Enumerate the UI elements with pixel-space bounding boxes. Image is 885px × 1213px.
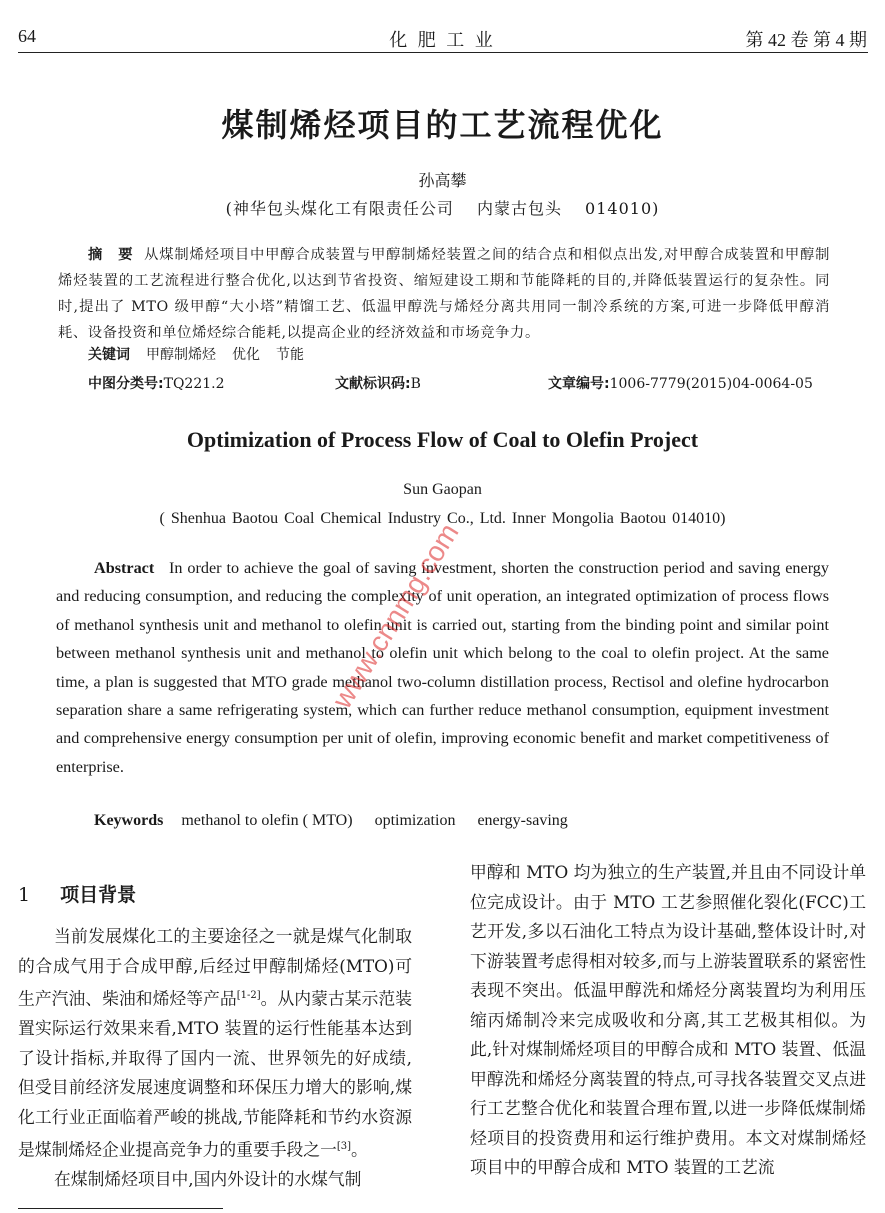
paper-title: 煤制烯烃项目的工艺流程优化 — [221, 106, 664, 144]
page-number: 64 — [18, 26, 36, 46]
article-number — [548, 373, 813, 393]
keyword: 甲醇制烯烃 — [146, 347, 216, 363]
author-en: Sun Gaopan — [403, 481, 482, 498]
paragraph — [18, 922, 412, 1165]
keyword: methanol to olefin ( MTO) — [181, 812, 353, 829]
article-value: 1006-7779(2015)04-0064-05 — [609, 376, 813, 392]
footnote-rule — [18, 1208, 223, 1209]
clc-value: TQ221.2 — [163, 376, 225, 392]
body-left-column — [18, 922, 412, 1195]
clc-label: 中图分类号: — [88, 376, 164, 392]
text: 。从内蒙古某示范装置实际运行效果来看,MTO 装置的运行性能基本达到了设计指标,并取得了国内一流、世界领先的好成绩,但受目前经济发展速度调整和环保压力增大的影响,煤化工行业正面临着严峻的挑战,节能降耗和节约水资源是煤制烯烃企业提高竞争力的重要手段之一 — [18, 988, 412, 1160]
paragraph: 在煤制烯烃项目中,国内外设计的水煤气制 — [54, 1169, 362, 1190]
keyword: 节能 — [276, 347, 304, 363]
issue-info: 第 42 卷 第 4 期 — [745, 30, 867, 50]
keyword: optimization — [374, 812, 456, 829]
affiliation: (神华包头煤化工有限责任公司 内蒙古包头 014010) — [225, 199, 660, 218]
keywords-cn-label: 关键词 — [88, 347, 130, 363]
abstract-cn — [58, 242, 830, 346]
doc-code — [335, 373, 421, 393]
article-label: 文章编号: — [548, 376, 610, 392]
text: 。 — [351, 1139, 368, 1160]
section-heading — [18, 880, 136, 907]
abstract-en-label: Abstract — [94, 559, 155, 577]
doc-label: 文献标识码: — [335, 376, 411, 392]
section-number: 1 — [18, 884, 31, 906]
paragraph: 甲醇和 MTO 均为独立的生产装置,并且由不同设计单位完成设计。由于 MTO 工艺参照催化裂化(FCC)工艺开发,多以石油化工特点为设计基础,整体设计时,对下游装置考虑得相对较多,而与上游装置联系的紧密性表现不突出。低温甲醇洗和烯烃分离装置均为利用压缩丙烯制冷来完成吸收和分离,其工艺极其相似。为此,针对煤制烯烃项目的甲醇合成和 MTO 装置、低温甲醇洗和烯烃分离装置的特点,可寻找各装置交叉点进行工艺整合优化和装置合理布置,以进一步降低煤制烯烃项目的投资费用和运行维护费用。本文对煤制烯烃项目中的甲醇合成和 MTO 装置的工艺流 — [470, 862, 866, 1177]
keyword: energy-saving — [477, 812, 568, 829]
body-right-column — [470, 858, 866, 1183]
header-rule — [18, 52, 868, 53]
abstract-cn-label: 摘 要 — [88, 247, 134, 263]
journal-name: 化 肥 工 业 — [389, 30, 496, 50]
abstract-cn-text: 从煤制烯烃项目中甲醇合成装置与甲醇制烯烃装置之间的结合点和相似点出发,对甲醇合成装置和甲醇制烯烃装置的工艺流程进行整合优化,以达到节省投资、缩短建设工期和节能降耗的目的,并降低装置运行的复杂性。同时,提出了 MTO 级甲醇“大小塔”精馏工艺、低温甲醇洗与烯烃分离共用同一制冷系统的方案,可进一步降低甲醇消耗、设备投资和单位烯烃综合能耗,以提高企业的经济效益和市场竞争力。 — [58, 247, 830, 341]
watermark: www.cnnmg.com — [326, 517, 465, 714]
abstract-en — [56, 554, 829, 781]
clc-number — [88, 373, 225, 393]
paper-title-en: Optimization of Process Flow of Coal to Olefin Project — [186, 427, 699, 452]
abstract-en-text: In order to achieve the goal of saving investment, shorten the construction period and saving energy and reducing consumption, and reducing the complexity of unit operation, an integrated optimization of process flows of methanol synthesis unit and methanol to olefin unit is carried out, starting from the binding point and similar point between methanol synthesis unit and methanol to olefin unit which belong to the coal to olefin project. At the same time, a plan is suggested that MTO grade methanol two-column distillation process, Rectisol and olefine hydrocarbon separation share a same refrigerating system, which can further reduce methanol consumption, equipment investment and comprehensive energy consumption per unit of olefin, improving economic benefit and market competitiveness of enterprise. — [56, 559, 829, 776]
section-title: 项目背景 — [60, 884, 137, 906]
keywords-cn — [88, 344, 320, 364]
doc-value: B — [410, 376, 421, 392]
affiliation-en: ( Shenhua Baotou Coal Chemical Industry Co., Ltd. Inner Mongolia Baotou 014010) — [159, 510, 726, 527]
citation: [3] — [336, 1141, 352, 1153]
keyword: 优化 — [232, 347, 260, 363]
citation: [1-2] — [236, 990, 261, 1001]
keywords-en-label: Keywords — [94, 812, 164, 829]
keywords-en — [94, 812, 590, 830]
author: 孙高攀 — [418, 171, 467, 190]
text: 当前发展煤化工的主要途径之一就是煤气化制取的合成气用于合成甲醇,后经过甲醇制烯烃(MTO)可生产汽油、柴油和烯烃等产品 — [18, 926, 412, 1009]
